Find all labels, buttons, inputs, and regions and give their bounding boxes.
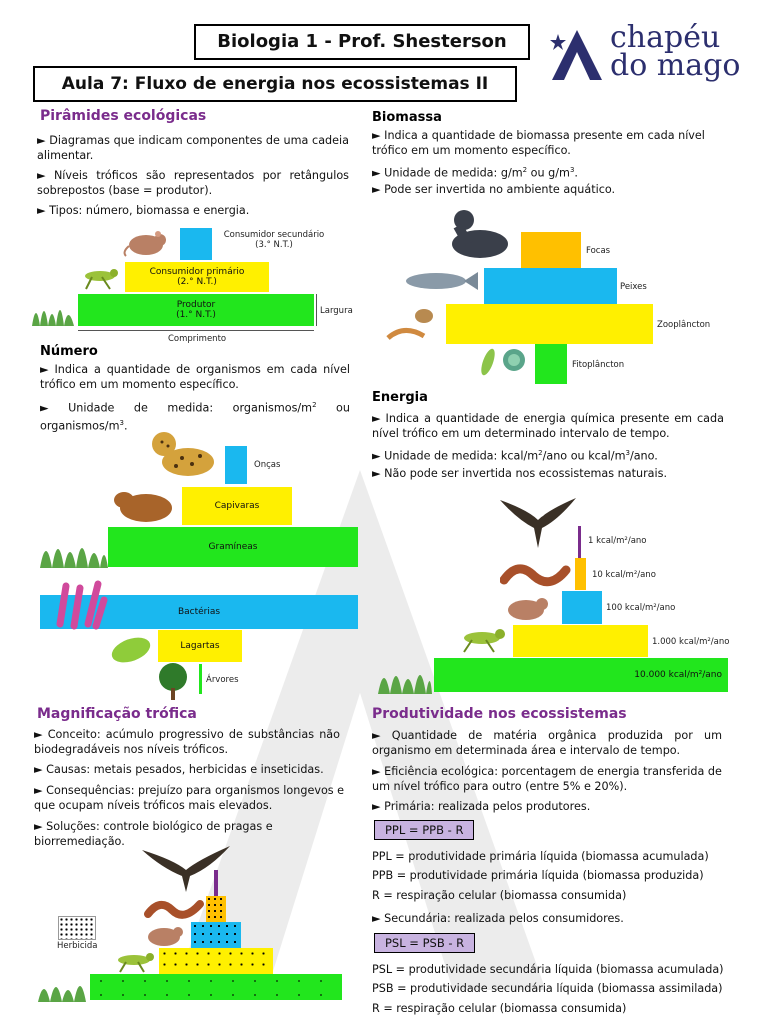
rat-energia-icon [500, 592, 556, 622]
biomassa-level-fitoplancton [535, 344, 567, 384]
largura-arrow [316, 294, 317, 326]
magnificacao-bullet-2: ► Causas: metais pesados, herbicidas e inseticidas. [34, 763, 324, 776]
heading-numero: Número [40, 344, 98, 359]
heading-produtividade: Produtividade nos ecossistemas [372, 706, 627, 722]
numero-level-bacterias: Bactérias [40, 595, 358, 629]
produtividade-secundaria: ► Secundária: realizada pelos consumidores. [372, 912, 624, 925]
energia-level-1000 [513, 625, 648, 657]
def-psb: PSB = produtividade secundária líquida (biomassa assimilada) [372, 982, 723, 995]
phytoplankton-icon [478, 346, 530, 378]
magnification-level-1 [90, 974, 342, 1000]
numero-level-oncas [225, 446, 247, 484]
herbicida-box [58, 916, 96, 940]
produtividade-bullet-1: ► Quantidade de matéria orgânica produzida por um organismo em determinada área e intervalo de tempo. [372, 729, 722, 757]
biomassa-level-peixes [484, 268, 617, 304]
magnification-level-3 [191, 922, 241, 948]
def-r-primaria: R = respiração celular (biomassa consumida) [372, 889, 627, 902]
energia-bullet-2: ► Unidade de medida: kcal/$m^2$/ano ou kcal/$m^3$/ano. [372, 449, 658, 463]
energia-level-10000 [434, 658, 728, 692]
grass-energia-icon [376, 656, 432, 694]
logo-text-line2: do mago [610, 48, 741, 83]
produtividade-bullet-3: ► Primária: realizada pelos produtores. [372, 800, 591, 813]
tree-icon [152, 662, 194, 700]
label-energia-100: 100 kcal/m²/ano [606, 603, 676, 613]
formula-ppl: PPL = PPB - R [374, 820, 474, 840]
grasshopper-magnificacao-icon [112, 948, 158, 974]
biomassa-level-zooplancton [446, 304, 653, 344]
numero-bullet-2: ► Unidade de medida: organismos/$m^2$ ou organismos/$m^3$. [40, 401, 350, 433]
label-largura: Largura [320, 306, 353, 316]
caterpillar-icon [108, 634, 154, 666]
label-consumidor-secundario: Consumidor secundário (3.° N.T.) [223, 230, 325, 250]
energia-bullet-3: ► Não pode ser invertida nos ecossistemas naturais. [372, 467, 668, 480]
logo-text-line1: chapéu [610, 20, 721, 55]
def-ppl: PPL = produtividade primária líquida (biomassa acumulada) [372, 850, 709, 863]
snake-magnificacao-icon [144, 894, 204, 922]
grass-clump-icon [38, 528, 108, 568]
def-psl: PSL = produtividade secundária líquida (biomassa acumulada) [372, 963, 724, 976]
bacteria-icon [52, 578, 108, 630]
piramides-bullet-2: ► Níveis tróficos são representados por retângulos sobrepostos (base = produtor). [37, 169, 349, 197]
biomassa-level-focas [521, 232, 581, 268]
seal-icon [444, 204, 514, 264]
snake-icon [500, 556, 572, 590]
def-r-secundaria: R = respiração celular (biomassa consumida) [372, 1002, 627, 1015]
piramides-bullet-3: ► Tipos: número, biomassa e energia. [37, 204, 250, 217]
label-arvores: Árvores [206, 675, 239, 685]
eagle-magnificacao-icon [140, 842, 232, 894]
capybara-icon [112, 484, 178, 524]
formula-psl: PSL = PSB - R [374, 933, 475, 953]
course-title: Biologia 1 - Prof. Shesterson [194, 24, 530, 60]
label-energia-1: 1 kcal/m²/ano [588, 536, 647, 546]
heading-biomassa: Biomassa [372, 110, 442, 125]
label-fitoplancton: Fitoplâncton [572, 360, 625, 370]
lesson-title: Aula 7: Fluxo de energia nos ecossistemas II [33, 66, 517, 102]
numero-level-capivaras: Capivaras [182, 487, 292, 525]
wizard-hat-icon [548, 26, 606, 84]
energia-bullet-1: ► Indica a quantidade de energia química presente em cada nível trófico em um determinado intervalo de tempo. [372, 412, 724, 440]
heading-energia: Energia [372, 390, 428, 405]
pyramid-level-secundario [180, 228, 212, 260]
biomassa-bullet-1: ► Indica a quantidade de biomassa presente em cada nível trófico em um momento específico. [372, 129, 705, 157]
numero-level-gramineas: Gramíneas [108, 527, 358, 567]
pyramid-level-produtor: Produtor (1.° N.T.) [78, 294, 314, 326]
grasshopper-icon [80, 263, 122, 291]
produtividade-bullet-2: ► Eficiência ecológica: porcentagem de energia transferida de um nível trófico para outro (entre 5% e 20%). [372, 765, 722, 793]
label-energia-10: 10 kcal/m²/ano [592, 570, 656, 580]
biomassa-bullet-2: ► Unidade de medida: $g/m^2$ ou $g/m^3$. [372, 166, 578, 180]
rat-icon [120, 228, 172, 258]
magnificacao-bullet-1: ► Conceito: acúmulo progressivo de substâncias não biodegradáveis nos níveis tróficos. [34, 728, 340, 756]
zooplankton-icon [384, 304, 442, 346]
label-peixes: Peixes [620, 282, 647, 292]
pyramid-level-primario: Consumidor primário (2.° N.T.) [125, 262, 269, 292]
comprimento-arrow [78, 330, 314, 331]
label-herbicida: Herbicida [57, 941, 98, 951]
numero-level-lagartas: Lagartas [158, 630, 242, 662]
heading-piramides: Pirâmides ecológicas [40, 108, 207, 124]
eagle-icon [498, 490, 578, 550]
piramides-bullet-1: ► Diagramas que indicam componentes de uma cadeia alimentar. [37, 134, 349, 162]
grasshopper-energia-icon [458, 624, 510, 654]
label-energia-1000: 1.000 kcal/m²/ano [652, 637, 730, 647]
magnification-level-2 [159, 948, 273, 974]
grass-icon [30, 292, 76, 326]
fish-icon [400, 270, 478, 292]
def-ppb: PPB = produtividade primária líquida (biomassa produzida) [372, 869, 704, 882]
label-oncas: Onças [254, 460, 281, 470]
biomassa-bullet-3: ► Pode ser invertida no ambiente aquático. [372, 183, 616, 196]
grass-magnificacao-icon [36, 970, 88, 1002]
jaguar-icon [146, 424, 222, 484]
magnificacao-bullet-3: ► Consequências: prejuízo para organismos longevos e que ocupam níveis tróficos mais elevados. [34, 784, 345, 812]
numero-level-arvores [199, 664, 202, 694]
energia-level-1 [578, 526, 581, 558]
label-comprimento: Comprimento [168, 334, 227, 344]
energia-level-100 [562, 591, 602, 624]
label-focas: Focas [586, 246, 611, 256]
label-zooplancton: Zooplâncton [657, 320, 711, 330]
rat-magnificacao-icon [140, 922, 192, 948]
magnificacao-bullet-4: ► Soluções: controle biológico de pragas e biorremediação. [34, 820, 273, 848]
magnification-level-4 [206, 896, 226, 922]
energia-level-10 [575, 558, 586, 590]
heading-magnificacao: Magnificação trófica [37, 706, 197, 722]
label-energia-10000: 10.000 kcal/m²/ano [634, 670, 722, 680]
numero-bullet-1: ► Indica a quantidade de organismos em cada nível trófico em um momento específico. [40, 363, 350, 391]
